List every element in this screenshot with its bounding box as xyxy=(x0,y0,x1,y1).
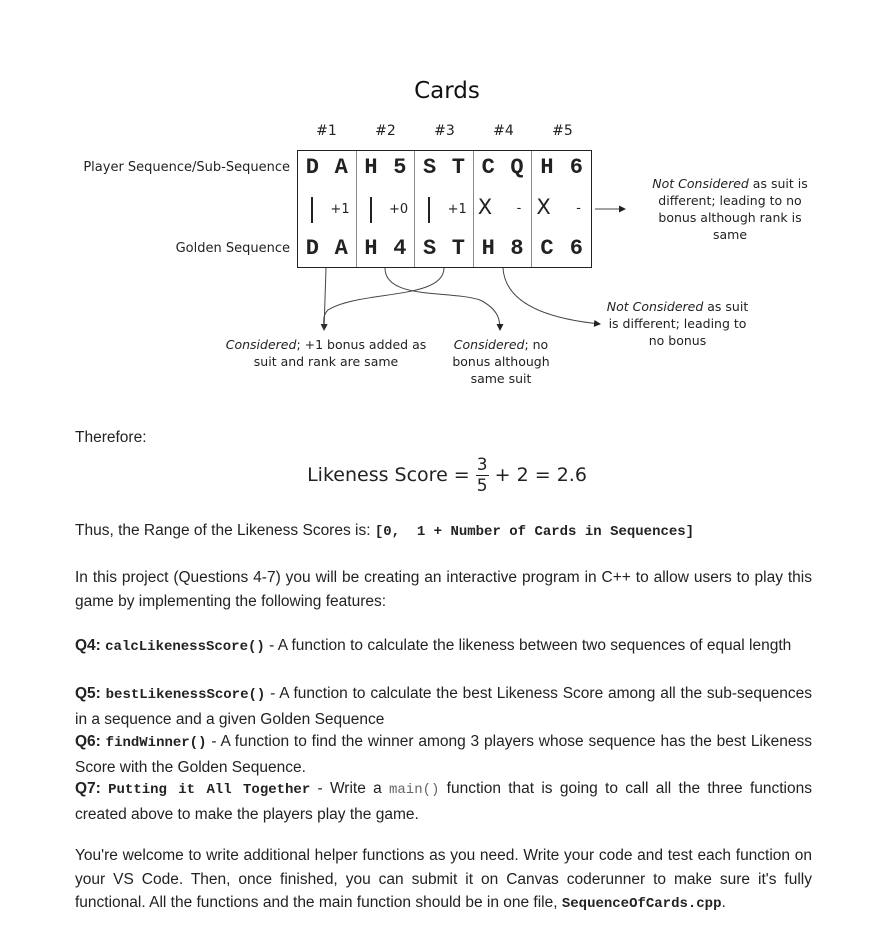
golden-card: S T xyxy=(422,236,465,261)
q5-item: Q5: bestLikenessScore() - A function to calculate the best Likeness Score among all the sub-sequences in a sequence and a given Golden Sequence xyxy=(75,685,812,728)
player-row-label: Player Sequence/Sub-Sequence xyxy=(83,160,290,175)
bonus-value: - xyxy=(576,201,581,216)
intro-paragraph: In this project (Questions 4-7) you will be creating an interactive program in C++ to allow users to play this game by implementing the following features: xyxy=(75,569,812,610)
mismatch-mark: X xyxy=(477,195,493,219)
q4-item: Q4: calcLikenessScore() - A function to calculate the likeness between two sequences of equal length xyxy=(75,637,792,655)
golden-row-label: Golden Sequence xyxy=(175,241,290,256)
note-not-considered-rank: Not Considered as suit is different; leading to no bonus although rank is same xyxy=(652,176,808,242)
range-text: Thus, the Range of the Likeness Scores is: [0, 1 + Number of Cards in Sequences] xyxy=(75,522,695,540)
q6-item: Q6: findWinner() - A function to find the winner among 3 players whose sequence has the best Likeness Score with the Golden Sequence. xyxy=(75,733,812,776)
bonus-value: +1 xyxy=(330,202,350,217)
player-card: H 6 xyxy=(540,155,583,180)
column-header: #4 xyxy=(493,123,514,139)
q7-item: Q7: Putting it All Together - Write a main() function that is going to call all the three functions created above to make the players play the game. xyxy=(75,780,812,823)
column-header: #5 xyxy=(552,123,573,139)
bonus-value: +0 xyxy=(389,202,409,217)
golden-card: H 8 xyxy=(481,236,524,261)
formula-label: Likeness Score = xyxy=(307,464,470,486)
golden-card: C 6 xyxy=(540,236,583,261)
column-header: #1 xyxy=(316,123,337,139)
bonus-value: - xyxy=(516,201,522,216)
arrow-card2 xyxy=(385,268,500,330)
therefore-text: Therefore: xyxy=(75,429,147,446)
arrow-card4 xyxy=(503,268,600,324)
note-not-considered: Not Considered as suit is different; leading to no bonus xyxy=(606,299,749,348)
column-header: #3 xyxy=(434,123,455,139)
diagram-title: Cards xyxy=(414,78,480,104)
golden-card: D A xyxy=(305,236,348,261)
player-card: C Q xyxy=(481,155,524,180)
mismatch-mark: X xyxy=(536,195,551,219)
bonus-value: +1 xyxy=(447,202,467,217)
note-considered-bonus: Considered; +1 bonus added as suit and rank are same xyxy=(225,337,427,369)
player-card: S T xyxy=(422,155,465,180)
player-card: H 5 xyxy=(364,155,407,180)
likeness-formula xyxy=(0,455,894,496)
golden-card: H 4 xyxy=(364,236,407,261)
column-header: #2 xyxy=(375,123,396,139)
arrow-card1 xyxy=(324,268,326,330)
outro-paragraph: You're welcome to write additional helper functions as you need. Write your code and test each function on your VS Code. Then, once finished, you can submit it on Canvas coderunner to make sure it's fully functional. All the functions and the main function should be in one file, SequenceOfCards.cpp. xyxy=(75,847,812,912)
formula-rest: + 2 = 2.6 xyxy=(494,464,587,486)
arrow-card3 xyxy=(324,268,444,330)
fraction: $\frac{3}{5}$ xyxy=(476,455,488,496)
player-card: D A xyxy=(305,155,348,180)
note-considered-no-bonus: Considered; no bonus although same suit xyxy=(452,337,550,386)
